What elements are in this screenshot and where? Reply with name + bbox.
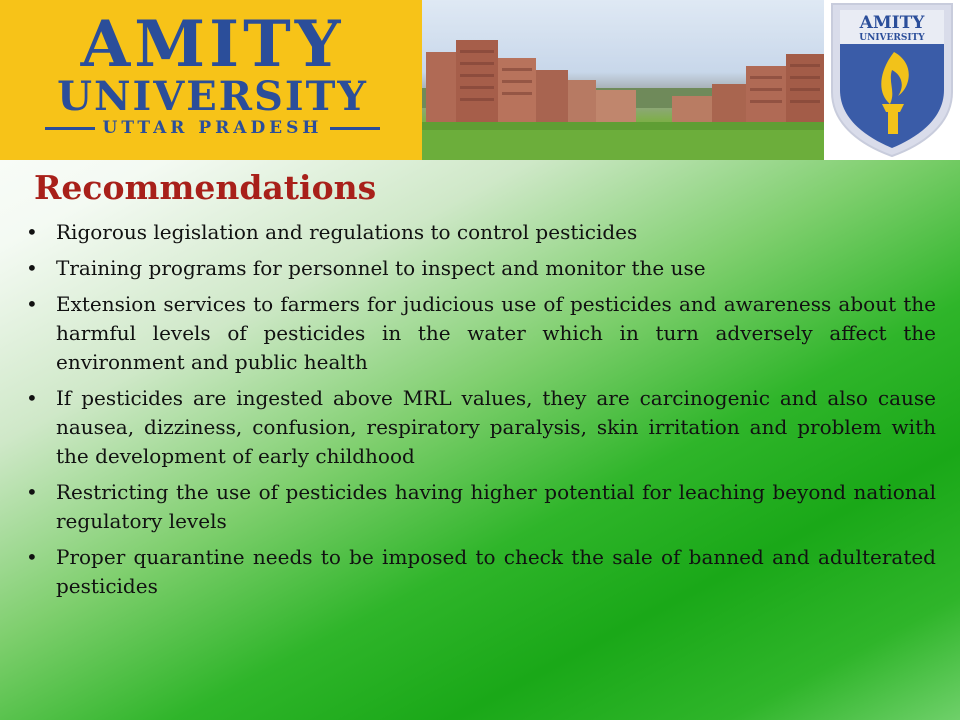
bullet-icon: •	[26, 386, 38, 410]
recommendations-list	[26, 218, 936, 608]
list-item	[26, 384, 936, 471]
crest-text-amity: AMITY	[859, 13, 925, 33]
campus-buildings-image	[422, 0, 824, 160]
amity-logo	[0, 0, 422, 160]
list-item-text: Rigorous legislation and regulations to control pesticides	[56, 220, 638, 244]
list-item	[26, 290, 936, 377]
list-item-text: Restricting the use of pesticides having higher potential for leaching beyond national regulatory levels	[56, 480, 936, 533]
list-item-text: Proper quarantine needs to be imposed to check the sale of banned and adulterated pesticides	[56, 545, 936, 598]
crest-text-university: UNIVERSITY	[859, 33, 925, 43]
bullet-icon: •	[26, 220, 38, 244]
bullet-icon: •	[26, 292, 38, 316]
logo-text-university: UNIVERSITY	[57, 73, 368, 120]
slide-title: Recommendations	[34, 168, 377, 207]
list-item-text: Training programs for personnel to inspect and monitor the use	[56, 256, 706, 280]
list-item	[26, 543, 936, 601]
header-banner	[0, 0, 960, 160]
logo-text-uttar-pradesh	[30, 116, 395, 140]
bullet-icon: •	[26, 480, 38, 504]
amity-crest	[824, 0, 960, 160]
list-item-text: If pesticides are ingested above MRL values, they are carcinogenic and also cause nausea, dizziness, confusion, respiratory paralysis, skin irritation and problem with the development of early childhood	[56, 386, 936, 468]
logo-rule-right	[330, 127, 380, 130]
bullet-icon: •	[26, 256, 38, 280]
logo-text-amity: AMITY	[80, 7, 345, 82]
logo-rule-left	[45, 127, 95, 130]
list-item	[26, 218, 936, 247]
list-item	[26, 254, 936, 283]
logo-subtitle: UTTAR PRADESH	[102, 118, 323, 138]
bullet-icon: •	[26, 545, 38, 569]
campus-photo	[422, 0, 824, 160]
list-item-text: Extension services to farmers for judicious use of pesticides and awareness about the harmful levels of pesticides in the water which in turn adversely affect the environment and public health	[56, 292, 936, 374]
list-item	[26, 478, 936, 536]
shield-icon	[824, 0, 960, 160]
